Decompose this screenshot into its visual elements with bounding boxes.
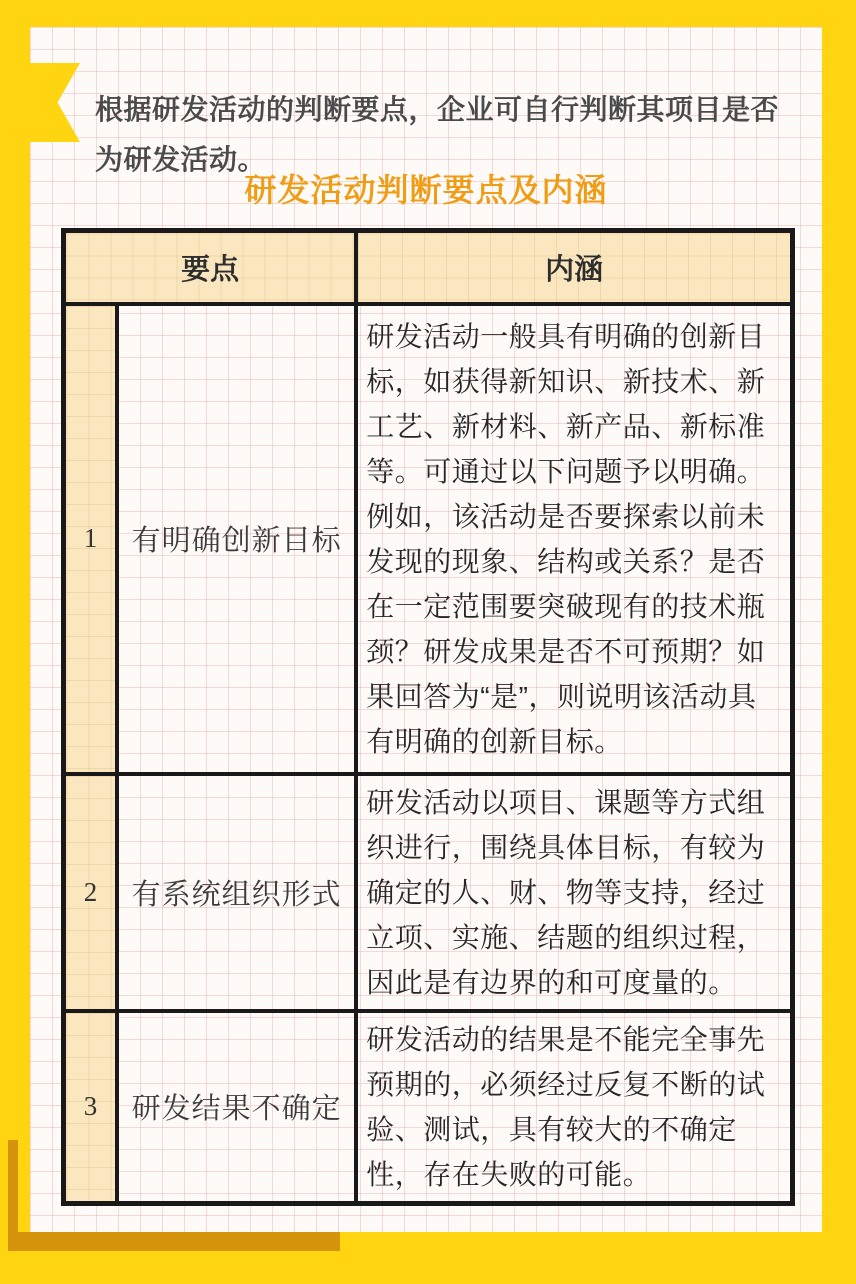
table-row (64, 1011, 793, 1204)
row-point: 研发结果不确定 (117, 1011, 356, 1204)
table-row (64, 304, 793, 774)
paper-panel (30, 27, 822, 1232)
row-number: 2 (64, 774, 118, 1011)
bookmark-ribbon-icon (30, 63, 80, 142)
judgement-points-table (61, 228, 795, 1206)
row-meaning: 研发活动的结果是不能完全事先预期的，必须经过反复不断的试验、测试，具有较大的不确定性，存在失败的可能。 (356, 1011, 792, 1204)
frame-shadow-horizontal (8, 1232, 340, 1251)
column-header-meaning: 内涵 (356, 231, 792, 304)
row-meaning: 研发活动一般具有明确的创新目标，如获得新知识、新技术、新工艺、新材料、新产品、新标准等。可通过以下问题予以明确。例如，该活动是否要探索以前未发现的现象、结构或关系？是否在一定范围要突破现有的技术瓶颈？研发成果是否不可预期？如果回答为“是”，则说明该活动具有明确的创新目标。 (356, 304, 792, 774)
column-header-point: 要点 (64, 231, 357, 304)
page-title: 研发活动判断要点及内涵 (244, 172, 608, 208)
table-row (64, 774, 793, 1011)
row-number: 3 (64, 1011, 118, 1204)
table-header-row (64, 231, 793, 304)
row-point: 有系统组织形式 (117, 774, 356, 1011)
row-number: 1 (64, 304, 118, 774)
row-meaning: 研发活动以项目、课题等方式组织进行，围绕具体目标，有较为确定的人、财、物等支持，经过立项、实施、结题的组织过程，因此是有边界的和可度量的。 (356, 774, 792, 1011)
intro-paragraph: 根据研发活动的判断要点，企业可自行判断其项目是否为研发活动。 (95, 94, 780, 175)
row-point: 有明确创新目标 (117, 304, 356, 774)
